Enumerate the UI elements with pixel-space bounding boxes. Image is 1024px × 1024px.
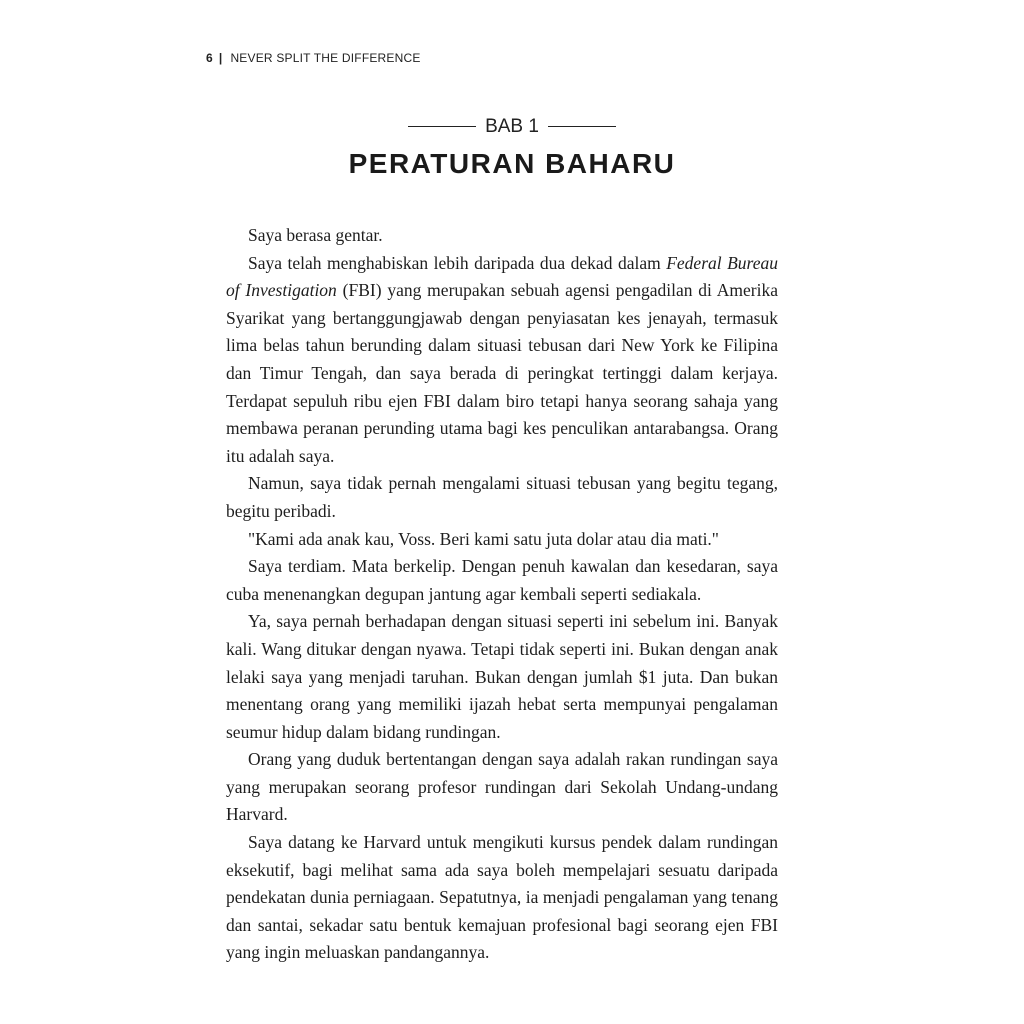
paragraph: Namun, saya tidak pernah mengalami situasi tebusan yang begitu tegang, begitu peribadi. — [226, 473, 778, 521]
paragraph: Ya, saya pernah berhadapan dengan situasi seperti ini sebelum ini. Banyak kali. Wang ditukar dengan nyawa. Tetapi tidak seperti ini. Bukan dengan anak lelaki saya yang menjadi taruhan. Bukan dengan jumlah $1 juta. Dan bukan menentang orang yang memiliki ijazah hebat serta mempunyai pengalaman seumur hidup dalam bidang rundingan. — [226, 611, 778, 742]
paragraph: Orang yang duduk bertentangan dengan saya adalah rakan rundingan saya yang merupakan seorang profesor rundingan dari Sekolah Undang-undang Harvard. — [226, 749, 778, 825]
header-separator: | — [218, 51, 223, 65]
chapter-label — [0, 116, 1024, 138]
paragraph-italic: Federal Bureau of Investigation — [226, 252, 778, 301]
paragraph-text: Saya telah menghabiskan lebih daripada dua dekad dalam — [248, 252, 667, 273]
chapter-rule-left — [408, 126, 476, 127]
running-header — [206, 51, 421, 65]
chapter-title: PERATURAN BAHARU — [348, 148, 676, 179]
paragraph — [226, 250, 778, 471]
chapter-body — [226, 222, 778, 967]
book-title: NEVER SPLIT THE DIFFERENCE — [230, 51, 421, 65]
paragraph: Saya berasa gentar. — [248, 225, 383, 245]
paragraph: Saya terdiam. Mata berkelip. Dengan penuh kawalan dan kesedaran, saya cuba menenangkan degupan jantung agar kembali seperti sediakala. — [226, 556, 778, 604]
chapter-rule-right — [548, 126, 616, 127]
chapter-number: BAB 1 — [485, 116, 539, 137]
paragraph-text: (FBI) yang merupakan sebuah agensi pengadilan di Amerika Syarikat yang bertanggungjawab dengan penyiasatan kes jenayah, termasuk lima belas tahun berunding dalam situasi tebusan dari New York ke Filipina dan Timur Tengah, dan saya berada di peringkat tertinggi dalam kerjaya. Terdapat sepuluh ribu ejen FBI dalam biro tetapi hanya seorang sahaja yang membawa peranan perunding utama bagi kes penculikan antarabangsa. Orang itu adalah saya. — [226, 280, 778, 466]
paragraph: Saya datang ke Harvard untuk mengikuti kursus pendek dalam rundingan eksekutif, bagi melihat sama ada saya boleh mempelajari sesuatu daripada pendekatan dunia perniagaan. Sepatutnya, ia menjadi pengalaman yang tenang dan santai, sekadar satu bentuk kemajuan profesional bagi seorang ejen FBI yang ingin meluaskan pandangannya. — [226, 832, 778, 963]
paragraph: "Kami ada anak kau, Voss. Beri kami satu juta dolar atau dia mati." — [248, 528, 719, 549]
page-number: 6 — [206, 51, 213, 65]
